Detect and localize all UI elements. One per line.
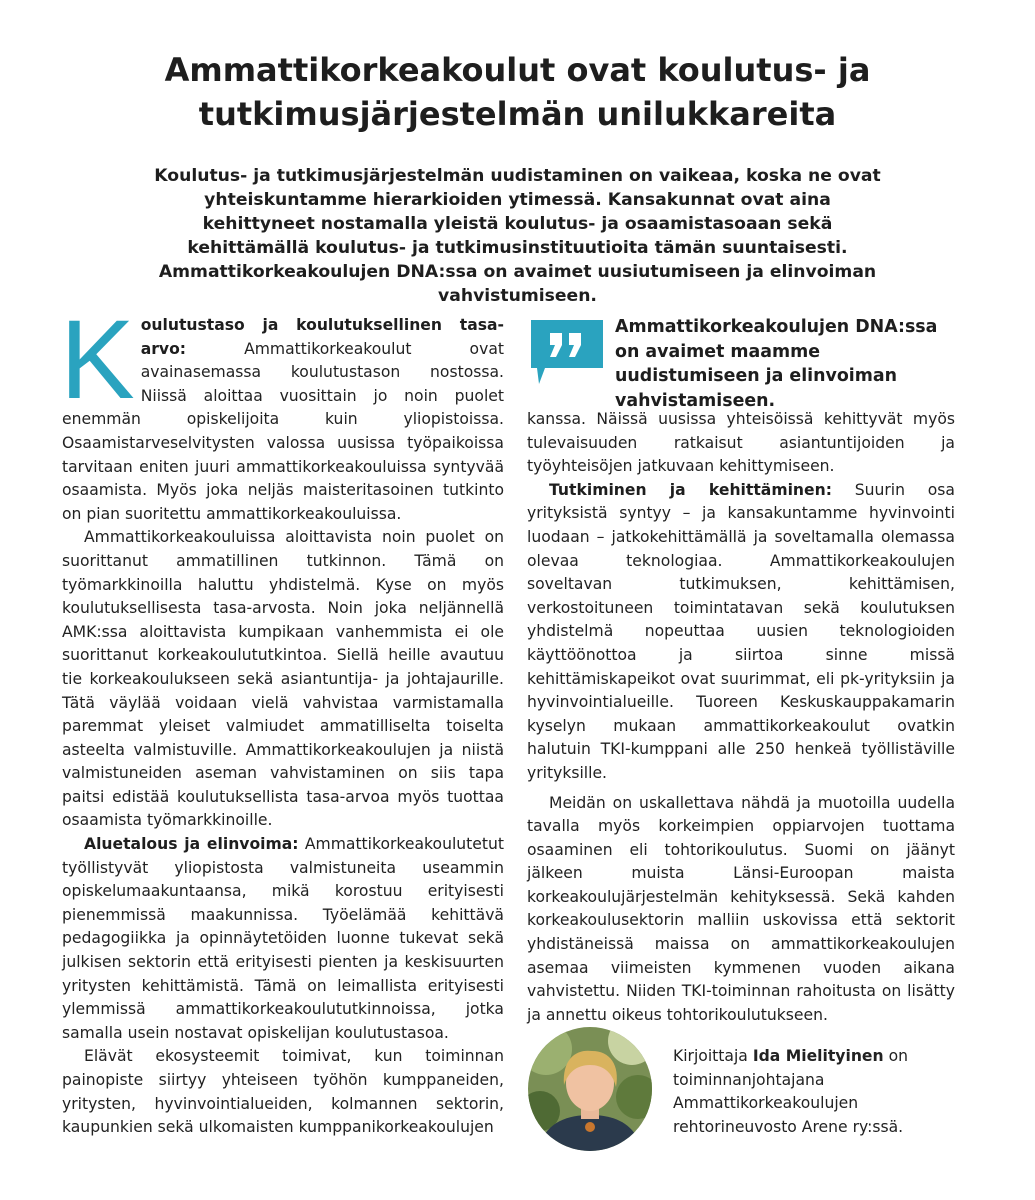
- left-column: [60, 297, 504, 1140]
- paragraph-ekosysteemit: Elävät ekosysteemit toimivat, kun toiminnan painopiste siirtyy yhteiseen työhön kumppaneiden, yritysten, hyvinvointialueiden, kolmannen sektorin, kaupunkien sekä ulkomaisten kumppanikorkeakoulujen: [62, 1047, 504, 1137]
- author-name: Ida Mielityinen: [752, 1047, 884, 1065]
- subheading-tutkiminen: Tutkiminen ja kehittäminen:: [549, 480, 832, 499]
- drop-cap: K: [60, 297, 135, 422]
- pull-quote: Ammattikorkeakoulujen DNA:ssa on avaimet maamme uudistumiseen ja elinvoiman vahvistamiseen.: [615, 317, 938, 411]
- right-column: [527, 408, 955, 1027]
- subheading-aluetalous: Aluetalous ja elinvoima:: [84, 835, 299, 854]
- paragraph-text: Ammattikorkeakoulutetut työllistyvät yliopistosta valmistuneita useammin opiskelumaakuntaansa, mikä korostuu erityisesti pienemmissä maakunnissa. Työelämää kehittävä pedagogiikka ja opinnäytetöiden luonne tukevat sekä julkisen sektorin että erityisesti pienten ja keskisuurten yritysten kehittämistä. Tämä on leimallista erityisesti ylemmissä ammattikorkeakoulututkinnoissa, jotka samalla usein nostavat opiskelijan koulutustasoa.: [62, 835, 504, 1042]
- quote-icon: [529, 318, 605, 386]
- paragraph-text: Ammattikorkeakoulut ovat avainasemassa koulutustason nostossa. Niissä aloittaa vuosittain jo noin puolet enemmän opiskelijoita kuin yliopistoissa. Osaamistarveselvitysten valossa uusissa työpaikoissa tarvitaan eniten juuri ammattikorkeakouluissa syntyvää osaamista. Myös joka neljäs maisteritasoinen tutkinto on pian suoritettu ammattikorkeakouluissa.: [62, 339, 504, 523]
- paragraph-aloittavat: Ammattikorkeakouluissa aloittavista noin puolet on suorittanut ammatillinen tutkinnon. Tämä on työmarkkinoilla haluttu yhdistelmä. Kyse on myös koulutuksellisesta tasa-arvosta. Noin joka neljännellä AMK:ssa aloittavista kumpikaan vanhemmista ei ole suorittanut korkeakoulututkintoa. Siellä heille avautuu tie korkeakoulukseen sekä asiantuntija- ja johtajaurille. Tätä väylää voidaan vielä vahvistaa varmistamalla paremmat yleiset valmiudet ammatilliselta toiselta asteelta valmistuville. Ammattikorkeakoulujen ja niistä valmistuneiden aseman vahvistaminen on siis tapa paitsi edistää koulutuksellista tasa-arvoa myös tuottaa osaamista työmarkkinoille.: [62, 528, 504, 830]
- paragraph-koulutustaso: [60, 297, 504, 526]
- paragraph-tutkiminen: [527, 479, 955, 786]
- paragraph-yhteisot: kanssa. Näissä uusissa yhteisöissä kehittyvät myös tulevaisuuden ratkaisut asiantuntijoiden ja työyhteisöjen jatkuvaan kehittymiseen.: [527, 410, 955, 476]
- paragraph-aluetalous: [62, 833, 504, 1045]
- bio-suffix: on toiminnanjohtajana Ammattikorkeakoulujen rehtorineuvosto Arene ry:ssä.: [673, 1047, 908, 1136]
- author-bio: [673, 1045, 953, 1139]
- article-lead: Koulutus- ja tutkimusjärjestelmän uudistaminen on vaikeaa, koska ne ovat yhteiskuntamme hierarkioiden ytimessä. Kansakunnat ovat aina kehittyneet nostamalla yleistä koulutus- ja osaamistasoaan sekä kehittämällä koulutus- ja tutkimusinstituutioita tämän suuntaisesti. Ammattikorkeakoulujen DNA:ssa on avaimet uusiutumiseen ja elinvoiman vahvistumiseen.: [154, 166, 881, 306]
- article-title: Ammattikorkeakoulut ovat koulutus- ja tutkimusjärjestelmän unilukkareita: [164, 51, 871, 133]
- bio-prefix: Kirjoittaja: [673, 1047, 753, 1065]
- subheading-koulutustaso: oulutustaso ja koulutuksellinen tasa-arvo:: [140, 316, 504, 358]
- author-photo: [528, 1027, 652, 1151]
- paragraph-tohtorikoulutus: Meidän on uskallettava nähdä ja muotoilla uudella tavalla myös korkeimpien oppiarvojen tuottama osaaminen eli tohtorikoulutus. Suomi on jäänyt jälkeen muista Länsi-Euroopan maista korkeakoulujärjestelmän kehityksessä. Sekä kahden korkeakoulusektorin malliin uskovissa että sektorit yhdistäneissä maissa on ammattikorkeakoulujen asemaa viimeisten kymmenen vuoden aikana vahvistettu. Niiden TKI-toiminnan rahoitusta on lisätty ja annettu oikeus tohtorikoulutukseen.: [527, 793, 955, 1024]
- paragraph-text: Suurin osa yrityksistä syntyy – ja kansakuntamme hyvinvointi luodaan – jatkokehittämällä ja soveltamalla olemassa olevaa teknologiaa. Ammattikorkeakoulujen soveltavan tutkimuksen, kehittämisen, verkostoituneen toimintatavan sekä koulutuksen yhdistelmä nopeuttaa uusien teknologioiden käyttöönottoa ja siirtoa sinne missä kehittämiskapeikot ovat suurimmat, eli pk-yrityksiin ja hyvinvointialueille. Tuoreen Keskuskauppakamarin kyselyn mukaan ammattikorkeakoulut ovatkin halutuin TKI-kumppani alle 250 henkeä työllistäville yrityksille.: [527, 480, 955, 782]
